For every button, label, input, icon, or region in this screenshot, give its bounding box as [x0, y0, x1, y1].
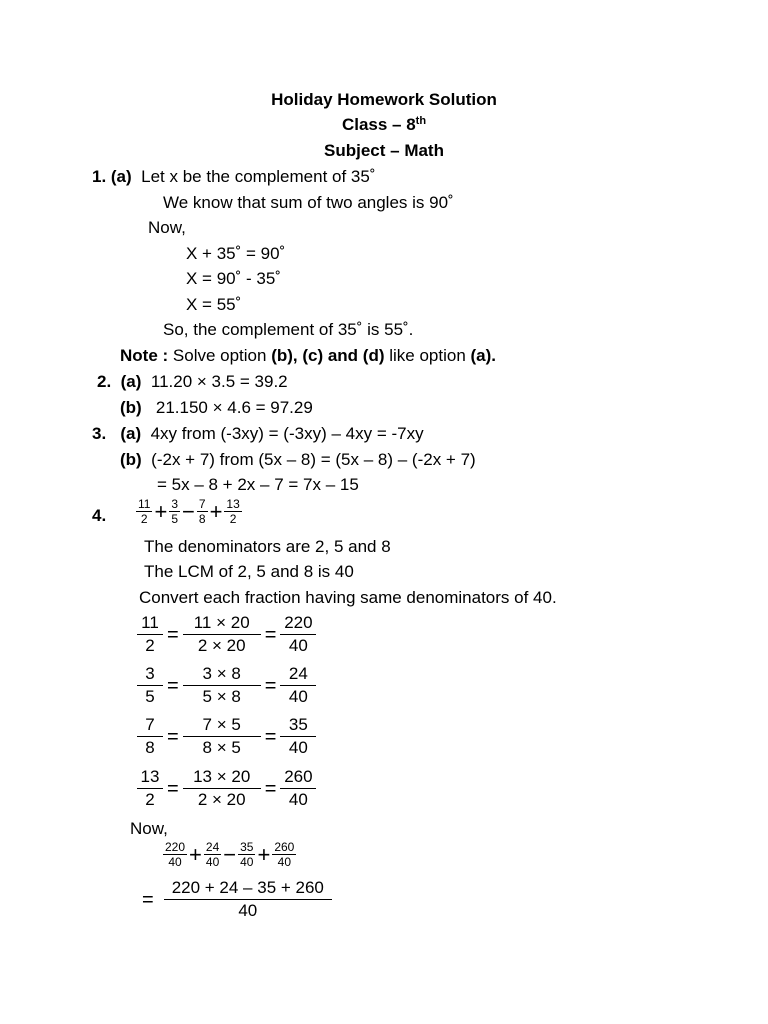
- equals-sign: =: [142, 888, 154, 911]
- equals-sign: =: [167, 674, 179, 697]
- q1-line-5: X = 90˚ - 35˚: [186, 269, 281, 288]
- q4-term-fraction: [197, 497, 208, 526]
- final-fraction: [164, 877, 332, 922]
- result-fraction-numerator: 35: [288, 715, 308, 734]
- scaled-fraction: [183, 766, 261, 811]
- original-fraction: [137, 663, 163, 708]
- result-fraction-denominator: 40: [288, 790, 308, 809]
- q4-sum-term-fraction-numerator: 24: [205, 840, 220, 854]
- q4-term-fraction-denominator: 8: [198, 512, 206, 526]
- conversion-row: [137, 663, 316, 708]
- equals-sign: =: [167, 623, 179, 646]
- original-fraction-denominator: 8: [145, 738, 155, 757]
- q4-expression: [136, 497, 242, 526]
- original-fraction: [137, 766, 163, 811]
- conversion-row: [137, 766, 316, 811]
- q4-term-fraction: [136, 497, 152, 526]
- q4-sum-term-operator: +: [257, 841, 271, 867]
- result-fraction: [280, 663, 316, 708]
- class-heading: Class – 8th: [341, 115, 427, 134]
- q4-term-fraction-denominator: 2: [140, 512, 148, 526]
- original-fraction-denominator: 5: [145, 687, 155, 706]
- scaled-fraction: [183, 663, 261, 708]
- q4-sum-term-fraction-denominator: 40: [277, 855, 292, 869]
- q4-line-1: The denominators are 2, 5 and 8: [144, 537, 391, 556]
- q1-note: Note : Solve option (b), (c) and (d) like option (a).: [120, 346, 496, 365]
- scaled-fraction-denominator: 5 × 8: [202, 687, 241, 706]
- q4-term-fraction-numerator: 7: [198, 497, 206, 511]
- q3-b: (b) (-2x + 7) from (5x – 8) = (5x – 8) – (-2x + 7): [120, 450, 476, 469]
- q4-term-fraction-denominator: 2: [229, 512, 237, 526]
- conversion-row: [137, 714, 316, 759]
- q1-line-3: Now,: [148, 218, 186, 237]
- q4-term-fraction-numerator: 3: [171, 497, 179, 511]
- q4-line-2: The LCM of 2, 5 and 8 is 40: [144, 562, 354, 581]
- equals-sign: =: [264, 674, 277, 697]
- q1-line-4: X + 35˚ = 90˚: [186, 244, 286, 263]
- q4-sum-term-fraction-denominator: 40: [240, 855, 254, 869]
- conversion-row: [137, 612, 316, 657]
- scaled-fraction-numerator: 13 × 20: [193, 767, 251, 786]
- q4-term-operator: +: [154, 498, 168, 524]
- q1-line-7: So, the complement of 35˚ is 55˚.: [163, 320, 414, 339]
- q2-a: 2. (a) 11.20 × 3.5 = 39.2: [97, 372, 288, 391]
- equals-sign: =: [264, 777, 277, 800]
- equals-sign: =: [167, 725, 179, 748]
- q4-sum-term-operator: +: [189, 841, 202, 867]
- original-fraction-numerator: 11: [141, 613, 159, 632]
- q4-line-3: Convert each fraction having same denominators of 40.: [139, 588, 557, 607]
- q4-sum-term-fraction-denominator: 40: [205, 855, 220, 869]
- q4-term-operator: −: [182, 498, 195, 524]
- q4-sum-term-fraction-denominator: 40: [168, 855, 182, 869]
- q1-line-6: X = 55˚: [186, 295, 242, 314]
- q4-sum-term-fraction: [204, 840, 221, 869]
- q4-sum-term-fraction: [163, 840, 187, 869]
- q4-term-fraction-numerator: 11: [138, 497, 151, 511]
- q4-term-fraction: [169, 497, 180, 526]
- result-fraction-denominator: 40: [288, 687, 308, 706]
- equals-sign: =: [167, 777, 179, 800]
- scaled-fraction-denominator: 2 × 20: [197, 636, 246, 655]
- equals-sign: =: [264, 623, 277, 646]
- q4-sum-term-fraction-numerator: 260: [274, 840, 295, 854]
- q4-sum-term-fraction-numerator: 35: [240, 840, 254, 854]
- result-fraction-numerator: 24: [288, 664, 308, 683]
- final-numerator: 220 + 24 – 35 + 260: [171, 878, 324, 897]
- document-title: Holiday Homework Solution: [271, 90, 497, 109]
- final-denominator: 40: [238, 901, 258, 920]
- result-fraction: [280, 612, 316, 657]
- scaled-fraction-denominator: 8 × 5: [202, 738, 241, 757]
- q3-a: 3. (a) 4xy from (-3xy) = (-3xy) – 4xy = -7xy: [92, 424, 424, 443]
- q4-sum-term-fraction: [238, 840, 255, 869]
- q4-final-fraction-row: [138, 877, 332, 922]
- result-fraction-numerator: 260: [284, 767, 313, 786]
- result-fraction-denominator: 40: [288, 738, 308, 757]
- original-fraction-numerator: 3: [145, 664, 155, 683]
- q4-now: Now,: [130, 819, 168, 838]
- scaled-fraction: [183, 612, 261, 657]
- q4-term-fraction: [224, 497, 241, 526]
- equals-sign: =: [264, 725, 277, 748]
- q1-line-2: We know that sum of two angles is 90˚: [163, 193, 454, 212]
- scaled-fraction-numerator: 3 × 8: [202, 664, 241, 683]
- q4-term-fraction-denominator: 5: [171, 512, 179, 526]
- original-fraction: [137, 714, 163, 759]
- subject-heading: Subject – Math: [324, 141, 444, 160]
- result-fraction-denominator: 40: [288, 636, 308, 655]
- result-fraction: [280, 766, 316, 811]
- q2-b: (b) 21.150 × 4.6 = 97.29: [120, 398, 313, 417]
- q4-sum-term-fraction: [272, 840, 296, 869]
- scaled-fraction-numerator: 7 × 5: [202, 715, 241, 734]
- original-fraction-numerator: 7: [145, 715, 155, 734]
- q4-sum-term-fraction-numerator: 220: [165, 840, 186, 854]
- original-fraction-denominator: 2: [145, 636, 155, 655]
- q1-line-1: 1. (a) Let x be the complement of 35˚: [92, 167, 376, 186]
- result-fraction: [280, 714, 316, 759]
- original-fraction: [137, 612, 163, 657]
- q4-sum-expression: [163, 840, 296, 869]
- result-fraction-numerator: 220: [284, 613, 313, 632]
- scaled-fraction-denominator: 2 × 20: [197, 790, 246, 809]
- original-fraction-numerator: 13: [140, 767, 160, 786]
- q4-term-fraction-numerator: 13: [226, 497, 240, 511]
- q4-number: 4.: [92, 506, 107, 525]
- scaled-fraction-numerator: 11 × 20: [193, 613, 250, 632]
- q4-term-operator: +: [209, 498, 223, 524]
- q4-sum-term-operator: −: [223, 841, 237, 867]
- scaled-fraction: [183, 714, 261, 759]
- original-fraction-denominator: 2: [145, 790, 155, 809]
- q3-b-continued: = 5x – 8 + 2x – 7 = 7x – 15: [157, 475, 359, 494]
